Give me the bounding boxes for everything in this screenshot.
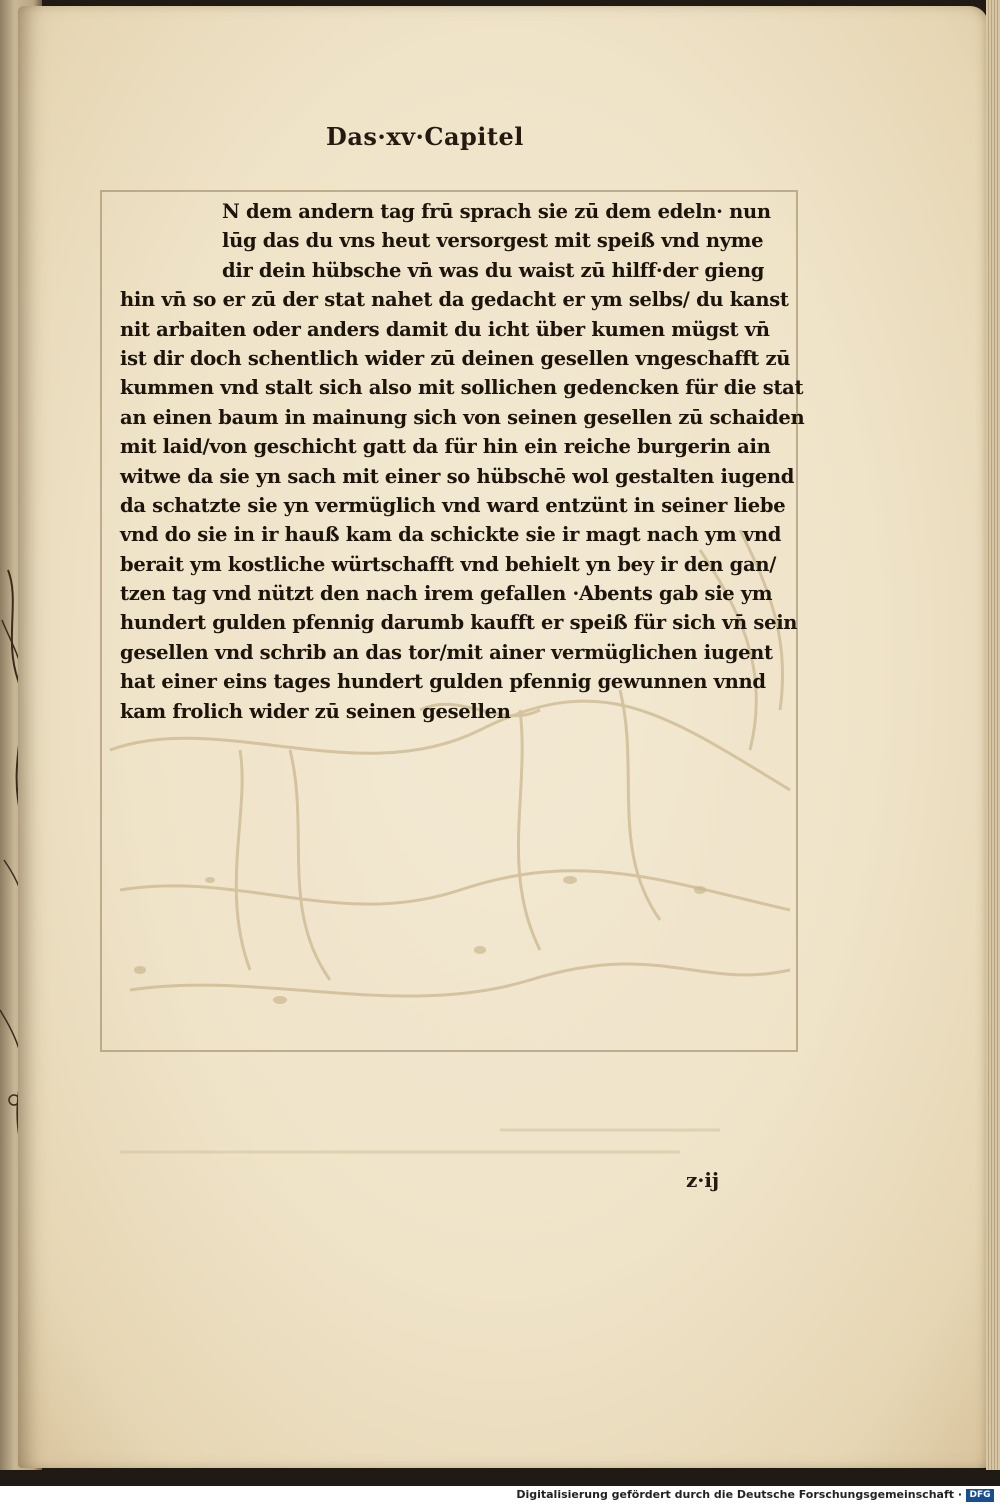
text-block xyxy=(120,197,805,726)
dfg-logo: DFG xyxy=(966,1489,994,1502)
bleedthrough-text-line xyxy=(120,1112,720,1172)
text-line: witwe da sie yn sach mit einer so hübschē wol gestalten iugend xyxy=(120,464,795,488)
decorated-initial-space xyxy=(120,197,216,281)
text-line: berait ym kostliche würtschafft vnd behielt yn bey ir den gan/ xyxy=(120,552,777,576)
text-line: hat einer eins tages hundert gulden pfennig gewunnen vnnd xyxy=(120,670,766,694)
text-line: hundert gulden pfennig darumb kaufft er speiß für sich vn̄ sein xyxy=(120,611,798,635)
page-stack-edge xyxy=(986,0,1000,1470)
text-line: kummen vnd stalt sich also mit sollichen gedencken für die stat xyxy=(120,376,804,400)
text-line: dir dein hübsche vn̄ was du waist zū hilff·der gieng xyxy=(222,258,765,282)
text-line: da schatzte sie yn vermüglich vnd ward entzünt in seiner liebe xyxy=(120,493,786,517)
text-line: vnd do sie in ir hauß kam da schickte sie ir magt nach ym vnd xyxy=(120,523,782,547)
text-line: tzen tag vnd nützt den nach irem gefallen ·Abents gab sie ym xyxy=(120,582,773,606)
text-line: kam frolich wider zū seinen gesellen xyxy=(120,699,511,723)
text-line: mit laid/von geschicht gatt da für hin ein reiche burgerin ain xyxy=(120,435,771,459)
text-line: nit arbaiten oder anders damit du icht über kumen mügst vn̄ xyxy=(120,317,770,341)
footer-credit: Digitalisierung gefördert durch die Deutsche Forschungsgemeinschaft · xyxy=(516,1488,962,1501)
chapter-title: Das·xv·Capitel xyxy=(326,122,524,151)
text-line: gesellen vnd schrib an das tor/mit ainer vermüglichen iugent xyxy=(120,640,773,664)
text-line: hin vn̄ so er zū der stat nahet da gedacht er ym selbs/ du kanst xyxy=(120,288,789,312)
text-line: N dem andern tag frū sprach sie zū dem edeln· nun xyxy=(222,200,771,223)
text-line: an einen baum in mainung sich von seinen gesellen zū schaiden xyxy=(120,405,805,429)
text-line: lūg das du vns heut versorgest mit speiß vnd nyme xyxy=(222,229,764,253)
folio-signature: z·ij xyxy=(686,1168,720,1192)
text-line: ist dir doch schentlich wider zū deinen gesellen vngeschafft zū xyxy=(120,346,791,370)
